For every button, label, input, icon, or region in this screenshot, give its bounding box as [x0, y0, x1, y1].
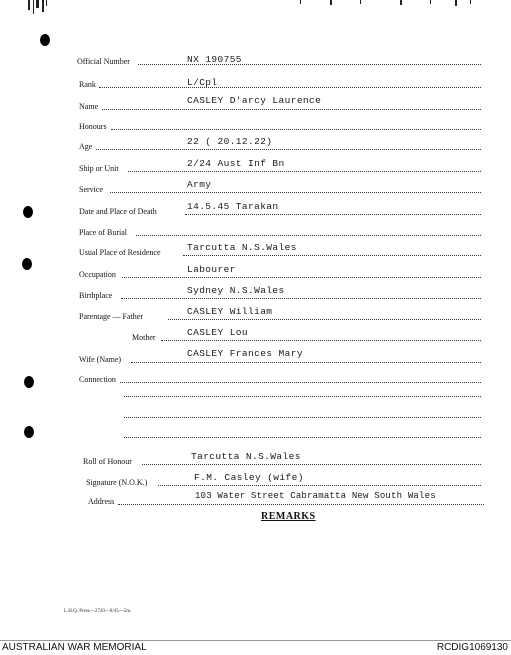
dotted-leader — [96, 149, 481, 150]
dotted-leader — [183, 255, 481, 256]
blank-line — [124, 417, 481, 418]
field-father — [0, 306, 511, 323]
remarks-heading: REMARKS — [261, 511, 316, 522]
field-label: Service — [79, 185, 103, 194]
field-value: Army — [187, 179, 212, 190]
printer-imprint: L.H.Q. Press—2720—8/45—5m. — [64, 609, 132, 614]
field-value: Labourer — [187, 264, 236, 275]
field-value: NX 190755 — [187, 54, 242, 65]
field-label: Occupation — [79, 270, 116, 279]
field-value: Tarcutta N.S.Wales — [187, 242, 297, 253]
field-mother — [0, 327, 511, 344]
field-label: Roll of Honour — [83, 457, 132, 466]
dotted-leader — [161, 340, 481, 341]
archive-footer — [0, 640, 511, 655]
field-value: 103 Water Street Cabramatta New South Wales — [195, 491, 436, 501]
field-connection — [0, 372, 511, 386]
dotted-leader — [128, 171, 481, 172]
dotted-leader — [136, 235, 481, 236]
field-service — [0, 179, 511, 196]
dotted-leader — [110, 192, 481, 193]
field-value: 22 ( 20.12.22) — [187, 136, 273, 147]
field-value: F.M. Casley (wife) — [194, 472, 304, 483]
dotted-leader — [118, 504, 484, 505]
field-label: Birthplace — [79, 291, 113, 300]
field-signature — [0, 472, 511, 489]
field-label: Name — [79, 102, 99, 111]
field-official-number — [0, 54, 511, 68]
archive-name: AUSTRALIAN WAR MEMORIAL — [2, 642, 147, 653]
field-label: Usual Place of Residence — [79, 248, 161, 257]
dotted-leader — [121, 298, 481, 299]
blank-line — [124, 437, 481, 438]
dotted-leader — [142, 464, 481, 465]
field-label: Place of Burial — [79, 228, 127, 237]
dotted-leader — [158, 485, 481, 486]
dotted-leader — [131, 362, 481, 363]
field-occupation — [0, 264, 511, 281]
field-value: 2/24 Aust Inf Bn — [187, 158, 285, 169]
scan-top-edge — [0, 0, 511, 14]
field-label: Mother — [132, 333, 156, 342]
field-label: Ship or Unit — [79, 164, 119, 173]
record-id: RCDIG1069130 — [436, 642, 508, 653]
field-label: Parentage — Father — [79, 312, 143, 321]
field-value: 14.5.45 Tarakan — [187, 201, 279, 212]
field-label: Honours — [79, 122, 107, 131]
punch-hole — [24, 426, 34, 438]
field-label: Wife (Name) — [79, 355, 122, 364]
field-value: L/Cpl — [187, 77, 218, 88]
field-ship-or-unit — [0, 158, 511, 175]
field-value: Tarcutta N.S.Wales — [191, 451, 301, 462]
dotted-leader — [122, 277, 481, 278]
field-usual-residence — [0, 242, 511, 259]
dotted-leader — [111, 129, 481, 130]
field-label: Official Number — [77, 57, 130, 66]
field-address — [0, 491, 511, 508]
field-value: CASLEY Lou — [187, 327, 249, 338]
dotted-leader — [168, 319, 481, 320]
field-label: Age — [79, 142, 93, 151]
blank-line — [124, 396, 481, 397]
field-value: Sydney N.S.Wales — [187, 285, 285, 296]
field-roll-of-honour — [0, 451, 511, 468]
dotted-leader — [120, 382, 481, 383]
field-label: Rank — [79, 80, 96, 89]
field-birthplace — [0, 285, 511, 302]
field-label: Date and Place of Death — [79, 207, 157, 216]
field-age — [0, 136, 511, 153]
field-label: Connection — [79, 375, 116, 384]
field-value: CASLEY William — [187, 306, 273, 317]
field-value: CASLEY Frances Mary — [187, 348, 303, 359]
punch-hole — [40, 34, 50, 46]
field-place-of-burial — [0, 225, 511, 239]
dotted-leader — [102, 109, 481, 110]
field-wife — [0, 348, 511, 366]
field-rank — [0, 77, 511, 91]
field-honours — [0, 119, 511, 133]
field-value: CASLEY D'arcy Laurence — [187, 95, 322, 106]
dotted-leader — [185, 214, 481, 215]
field-name — [0, 95, 511, 113]
field-date-place-death — [0, 201, 511, 218]
field-label: Address — [88, 497, 115, 506]
field-label: Signature (N.O.K.) — [86, 478, 148, 487]
dotted-leader — [99, 87, 481, 88]
